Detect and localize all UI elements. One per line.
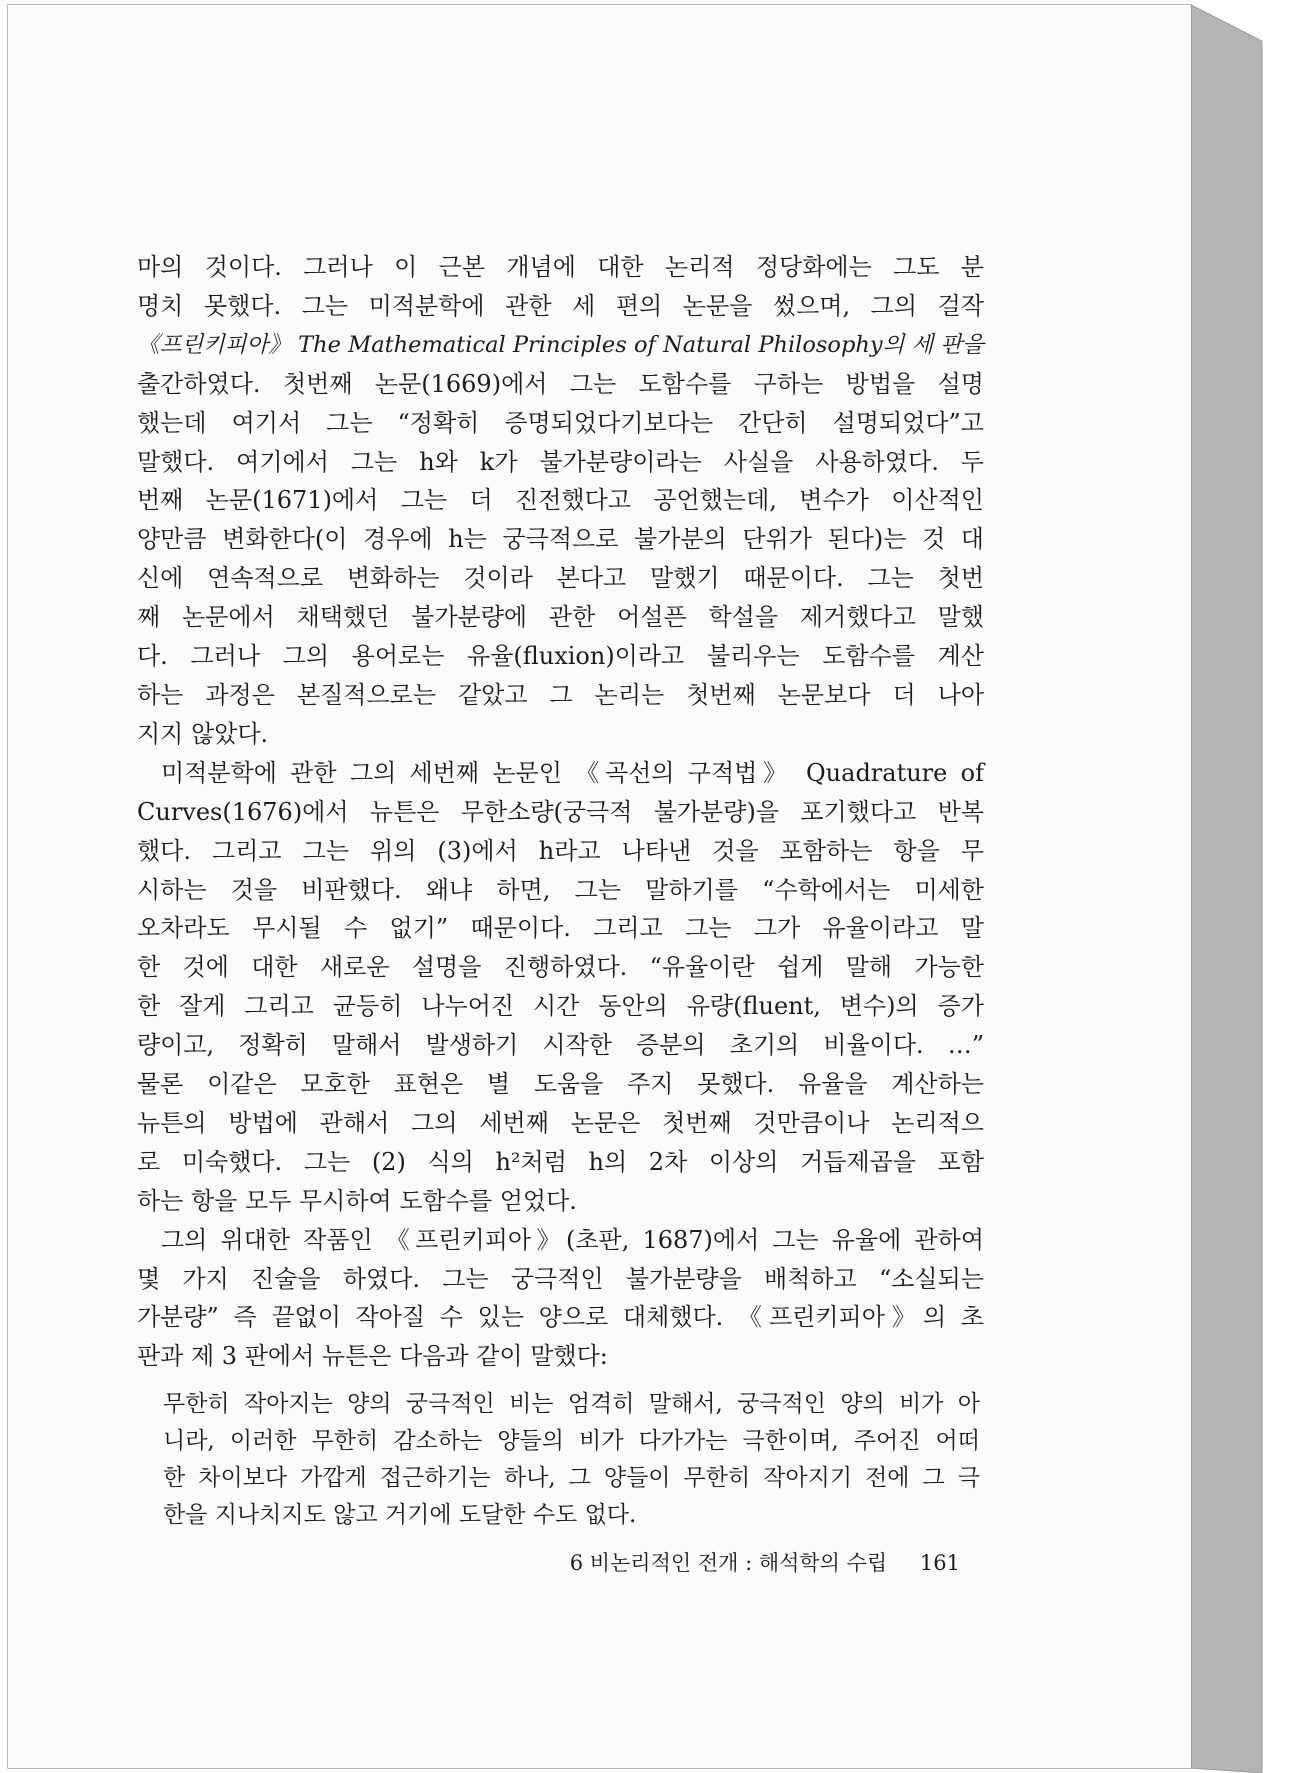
text-line: 로 미숙했다. 그는 (2) 식의 h²처럼 h의 2차 이상의 거듭제곱을 포함 (137, 1147, 984, 1176)
text-line: 출간하였다. 첫번째 논문(1669)에서 그는 도함수를 구하는 방법을 설명 (137, 369, 984, 398)
text-line: 신에 연속적으로 변화하는 것이라 본다고 말했기 때문이다. 그는 첫번 (137, 564, 984, 593)
text-line: 시하는 것을 비판했다. 왜냐 하면, 그는 말하기를 “수학에서는 미세한 (137, 875, 984, 904)
page-footer (530, 1547, 960, 1577)
text-line: 마의 것이다. 그러나 이 근본 개념에 대한 논리적 정당화에는 그도 분 (137, 253, 984, 281)
text-line: 말했다. 여기에서 그는 h와 k가 불가분량이라는 사실을 사용하였다. 두 (137, 447, 984, 476)
quote-line: 무한히 작아지는 양의 궁극적인 비는 엄격히 말해서, 궁극적인 양의 비가 아 (163, 1391, 980, 1418)
paragraph-2 (137, 754, 984, 1221)
block-quote (163, 1386, 980, 1534)
text-line: 한 것에 대한 새로운 설명을 진행하였다. “유율이란 쉽게 말해 가능한 (137, 953, 984, 982)
running-head: 6 비논리적인 전개 : 해석학의 수립 (569, 1551, 888, 1575)
text-line: 하는 과정은 본질적으로는 같았고 그 논리는 첫번째 논문보다 더 나아 (137, 680, 984, 709)
text-line: 명치 못했다. 그는 미적분학에 관한 세 편의 논문을 썼으며, 그의 걸작 (137, 291, 984, 320)
text-line: 량이고, 정확히 말해서 발생하기 시작한 증분의 초기의 비율이다. …” (137, 1031, 984, 1060)
text-line: 그의 위대한 작품인 《프린키피아》(초판, 1687)에서 그는 유율에 관하여 (161, 1225, 984, 1254)
page-body (137, 248, 984, 1534)
quote-line: 니라, 이러한 무한히 감소하는 양들의 비가 다가가는 극한이며, 주어진 어떠 (163, 1428, 980, 1455)
text-line: 하는 항을 모두 무시하여 도함수를 얻었다. (137, 1186, 577, 1215)
text-line: 판과 제 3 판에서 뉴튼은 다음과 같이 말했다: (137, 1342, 608, 1371)
text-line: 째 논문에서 채택했던 불가분량에 관한 어설픈 학설을 제거했다고 말했 (137, 603, 984, 632)
text-line: 했는데 여기서 그는 “정확히 증명되었다기보다는 간단히 설명되었다”고 (137, 408, 984, 437)
text-line: 지지 않았다. (137, 719, 269, 748)
text-line: 미적분학에 관한 그의 세번째 논문인 《곡선의 구적법》 Quadrature of (161, 758, 984, 787)
text-line: 다. 그러나 그의 용어로는 유율(fluxion)이라고 불리우는 도함수를 계산 (137, 642, 984, 671)
page-number: 161 (919, 1551, 960, 1575)
text-line: 했다. 그리고 그는 위의 (3)에서 h라고 나타낸 것을 포함하는 항을 무 (137, 836, 984, 865)
text-line: 한 잘게 그리고 균등히 나누어진 시간 동안의 유량(fluent, 변수)의 증가 (137, 992, 984, 1021)
paragraph-1 (137, 248, 984, 754)
book-spine-edge (1191, 5, 1262, 1773)
text-line: 양만큼 변화한다(이 경우에 h는 궁극적으로 불가분의 단위가 된다)는 것 대 (137, 525, 984, 554)
text-line: 번째 논문(1671)에서 그는 더 진전했다고 공언했는데, 변수가 이산적인 (137, 486, 984, 515)
text-line: 오차라도 무시될 수 없기” 때문이다. 그리고 그는 그가 유율이라고 말 (137, 914, 984, 943)
text-line: 가분량” 즉 끝없이 작아질 수 있는 양으로 대체했다. 《프린키피아》의 초 (137, 1303, 984, 1332)
quote-line: 한을 지나치지도 않고 거기에 도달한 수도 없다. (163, 1502, 637, 1529)
text-line: 몇 가지 진술을 하였다. 그는 궁극적인 불가분량을 배척하고 “소실되는 (137, 1264, 984, 1293)
text-line: Curves(1676)에서 뉴튼은 무한소량(궁극적 불가분량)을 포기했다고 반복 (137, 797, 984, 826)
text-line: 《프린키피아》 The Mathematical Principles of Natural Philosophy의 세 판을 (137, 331, 984, 358)
text-line: 뉴튼의 방법에 관해서 그의 세번째 논문은 첫번째 것만큼이나 논리적으 (137, 1108, 984, 1137)
paragraph-3 (137, 1221, 984, 1377)
quote-line: 한 차이보다 가깝게 접근하기는 하나, 그 양들이 무한히 작아지기 전에 그 극 (163, 1465, 980, 1492)
text-line: 물론 이같은 모호한 표현은 별 도움을 주지 못했다. 유율을 계산하는 (137, 1070, 984, 1099)
